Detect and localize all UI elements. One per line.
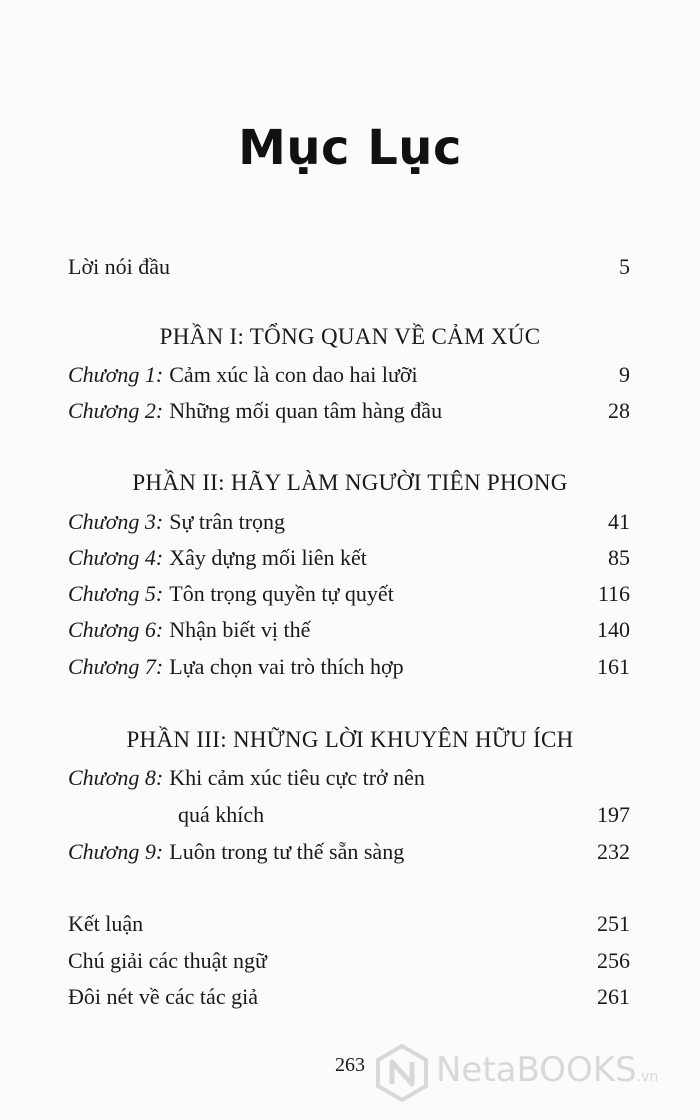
entry-page-number: 232 <box>597 839 630 864</box>
watermark-logo-icon <box>372 1042 432 1102</box>
toc-entry-chapter-1 <box>68 359 630 391</box>
chapter-title: Tôn trọng quyền tự quyết <box>169 581 394 606</box>
part-heading-2: PHẦN II: HÃY LÀM NGƯỜI TIÊN PHONG <box>132 470 568 495</box>
chapter-prefix: Chương 5: <box>68 581 164 606</box>
entry-label: Đôi nét về các tác giả <box>68 984 258 1009</box>
entry-page-number: 161 <box>597 654 630 679</box>
part-heading-3: PHẦN III: NHỮNG LỜI KHUYÊN HỮU ÍCH <box>126 727 574 752</box>
watermark-brand: NetaBOOKS <box>436 1050 637 1090</box>
toc-entry-foreword <box>68 251 630 283</box>
entry-page-number: 5 <box>619 254 630 279</box>
toc-entry-chapter-9 <box>68 836 630 868</box>
chapter-title: Khi cảm xúc tiêu cực trở nên <box>169 765 425 790</box>
toc-entry-chapter-4 <box>68 542 630 574</box>
entry-page-number: 28 <box>608 398 630 423</box>
entry-page-number: 116 <box>597 581 630 606</box>
watermark <box>372 1042 692 1102</box>
entry-label: Lời nói đầu <box>68 254 171 279</box>
chapter-prefix: Chương 3: <box>68 509 164 534</box>
toc-entry-chapter-6 <box>68 614 630 646</box>
chapter-prefix: Chương 2: <box>68 398 164 423</box>
toc-entry-chapter-5 <box>68 578 630 610</box>
entry-label: Chú giải các thuật ngữ <box>68 948 267 973</box>
toc-entry-conclusion <box>68 908 630 940</box>
chapter-title: Cảm xúc là con dao hai lưỡi <box>169 362 418 387</box>
entry-page-number: 256 <box>597 948 630 973</box>
part-heading-1: PHẦN I: TỔNG QUAN VỀ CẢM XÚC <box>159 324 541 349</box>
chapter-prefix: Chương 9: <box>68 839 164 864</box>
entry-page-number: 41 <box>608 509 630 534</box>
chapter-title: Xây dựng mối liên kết <box>169 545 367 570</box>
entry-page-number: 197 <box>597 802 630 827</box>
chapter-title: Lựa chọn vai trò thích hợp <box>169 654 404 679</box>
entry-page-number: 251 <box>597 911 630 936</box>
toc-entry-chapter-8 <box>68 762 630 794</box>
entry-page-number: 261 <box>597 984 630 1009</box>
chapter-title: Nhận biết vị thế <box>169 617 311 642</box>
entry-label: Kết luận <box>68 911 144 936</box>
toc-entry-chapter-7 <box>68 651 630 683</box>
chapter-title: Những mối quan tâm hàng đầu <box>169 398 443 423</box>
page-title: Mục Lục <box>238 120 462 176</box>
chapter-prefix: Chương 6: <box>68 617 164 642</box>
chapter-prefix: Chương 7: <box>68 654 164 679</box>
entry-page-number: 9 <box>619 362 630 387</box>
chapter-title: Sự trân trọng <box>169 509 286 534</box>
toc-entry-authors <box>68 981 630 1013</box>
toc-entry-chapter-2 <box>68 395 630 427</box>
watermark-suffix: .vn <box>636 1069 659 1085</box>
chapter-prefix: Chương 1: <box>68 362 164 387</box>
chapter-title-continuation: quá khích <box>178 802 265 827</box>
page-folio: 263 <box>335 1054 365 1076</box>
chapter-prefix: Chương 8: <box>68 765 164 790</box>
entry-page-number: 85 <box>608 545 630 570</box>
toc-entry-glossary <box>68 945 630 977</box>
chapter-prefix: Chương 4: <box>68 545 164 570</box>
entry-page-number: 140 <box>597 617 630 642</box>
chapter-title: Luôn trong tư thế sẵn sàng <box>169 839 405 864</box>
toc-entry-chapter-3 <box>68 506 630 538</box>
